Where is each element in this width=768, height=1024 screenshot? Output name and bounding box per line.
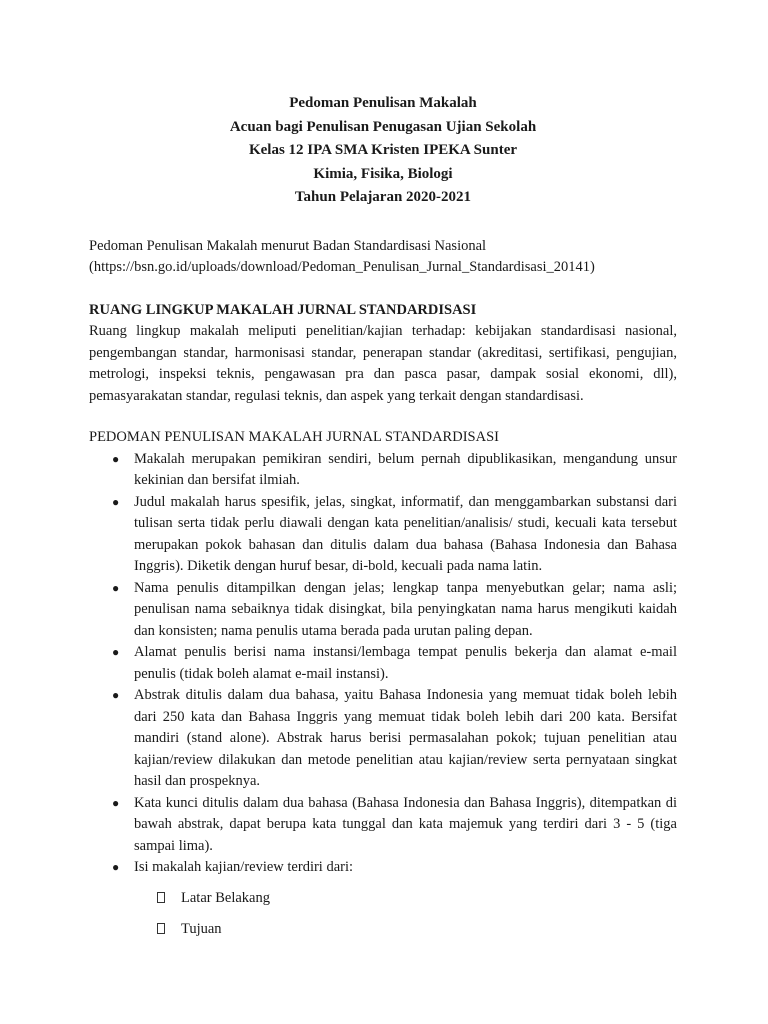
title-line-2: Acuan bagi Penulisan Penugasan Ujian Sekolah xyxy=(229,118,537,135)
sub-list-item xyxy=(89,918,677,940)
list-item xyxy=(89,685,677,793)
list-item-text: Isi makalah kajian/review terdiri dari: xyxy=(134,859,354,876)
scope-paragraph: Ruang lingkup makalah meliputi penelitian/kajian terhadap: kebijakan standardisasi nasional, pengembangan standar, harmonisasi standar, penerapan standar (akreditasi, sertifikasi, pengujian, metrologi, inspeksi teknis, pengawasan pra dan pasca pasar, dampak sosial ekonomi, dll), pemasyarakatan standar, regulasi teknis, dan aspek yang terkait dengan standardisasi. xyxy=(89,323,677,404)
list-item-text: Kata kunci ditulis dalam dua bahasa (Bahasa Indonesia dan Bahasa Inggris), ditempatkan di bawah abstrak, dapat berupa kata tunggal dan kata majemuk yang terdiri dari 3 - 5 (tiga sampai lima). xyxy=(134,794,677,854)
document-page xyxy=(89,92,677,949)
list-item xyxy=(89,642,677,685)
list-item xyxy=(89,578,677,643)
sub-list-item-text: Tujuan xyxy=(181,920,222,937)
sub-list-item xyxy=(89,887,677,909)
title-line-5: Tahun Pelajaran 2020-2021 xyxy=(294,189,472,205)
bullet-icon: ● xyxy=(112,645,120,660)
list-item-text: Nama penulis ditampilkan dengan jelas; lengkap tanpa menyebutkan gelar; nama asli; penulisan nama sebaiknya tidak disingkat, bila penyingkatan nama harus mengikuti kaidah dan konsisten; nama penulis utama berada pada urutan paling depan. xyxy=(134,579,677,639)
document-title xyxy=(89,92,677,210)
list-item xyxy=(89,449,677,492)
intro-paragraph xyxy=(89,236,677,279)
list-item xyxy=(89,793,677,858)
missing-glyph-icon xyxy=(157,923,165,934)
title-line-1: Pedoman Penulisan Makalah xyxy=(289,95,477,111)
title-line-3: Kelas 12 IPA SMA Kristen IPEKA Sunter xyxy=(248,142,518,158)
sub-list-item-text: Latar Belakang xyxy=(181,889,270,906)
intro-url: (https://bsn.go.id/uploads/download/Pedoman_Penulisan_Jurnal_Standardisasi_20141) xyxy=(89,259,595,275)
list-item-text: Makalah merupakan pemikiran sendiri, belum pernah dipublikasikan, mengandung unsur kekinian dan bersifat ilmiah. xyxy=(134,450,677,489)
title-line-4: Kimia, Fisika, Biologi xyxy=(313,165,453,182)
intro-line-1: Pedoman Penulisan Makalah menurut Badan Standardisasi Nasional xyxy=(89,237,487,254)
guidelines-heading: PEDOMAN PENULISAN MAKALAH JURNAL STANDARDISASI xyxy=(89,429,499,446)
missing-glyph-icon xyxy=(157,892,165,903)
bullet-icon: ● xyxy=(112,451,120,466)
list-item xyxy=(89,492,677,578)
bullet-icon: ● xyxy=(112,795,120,810)
bullet-icon: ● xyxy=(112,688,120,703)
content-sublist xyxy=(89,887,677,940)
list-item-text: Alamat penulis berisi nama instansi/lembaga tempat penulis bekerja dan alamat e-mail penulis (tidak boleh alamat e-mail instansi). xyxy=(134,644,677,682)
bullet-icon: ● xyxy=(112,494,120,509)
bullet-icon: ● xyxy=(112,580,120,595)
list-item-text: Judul makalah harus spesifik, jelas, singkat, informatif, dan menggambarkan substansi dari tulisan serta tidak perlu diawali dengan kata penelitian/analisis/ studi, kecuali kata tersebut merupakan pokok bahasan dan ditulis dalam dua bahasa (Bahasa Indonesia dan Bahasa Inggris). Diketik dengan huruf besar, di-bold, kecuali pada nama latin. xyxy=(134,493,677,575)
guidelines-list xyxy=(89,449,677,879)
list-item-text: Abstrak ditulis dalam dua bahasa, yaitu Bahasa Indonesia yang memuat tidak boleh lebih dari 250 kata dan Bahasa Inggris yang memuat tidak boleh lebih dari 200 kata. Bersifat mandiri (stand alone). Abstrak harus berisi permasalahan pokok; tujuan penelitian atau kajian/review dilakukan dan metode penelitian atau kajian/review serta pernyataan singkat hasil dan prospeknya. xyxy=(134,687,677,790)
bullet-icon: ● xyxy=(112,860,120,875)
scope-heading: RUANG LINGKUP MAKALAH JURNAL STANDARDISASI xyxy=(89,301,477,318)
list-item xyxy=(89,857,677,879)
